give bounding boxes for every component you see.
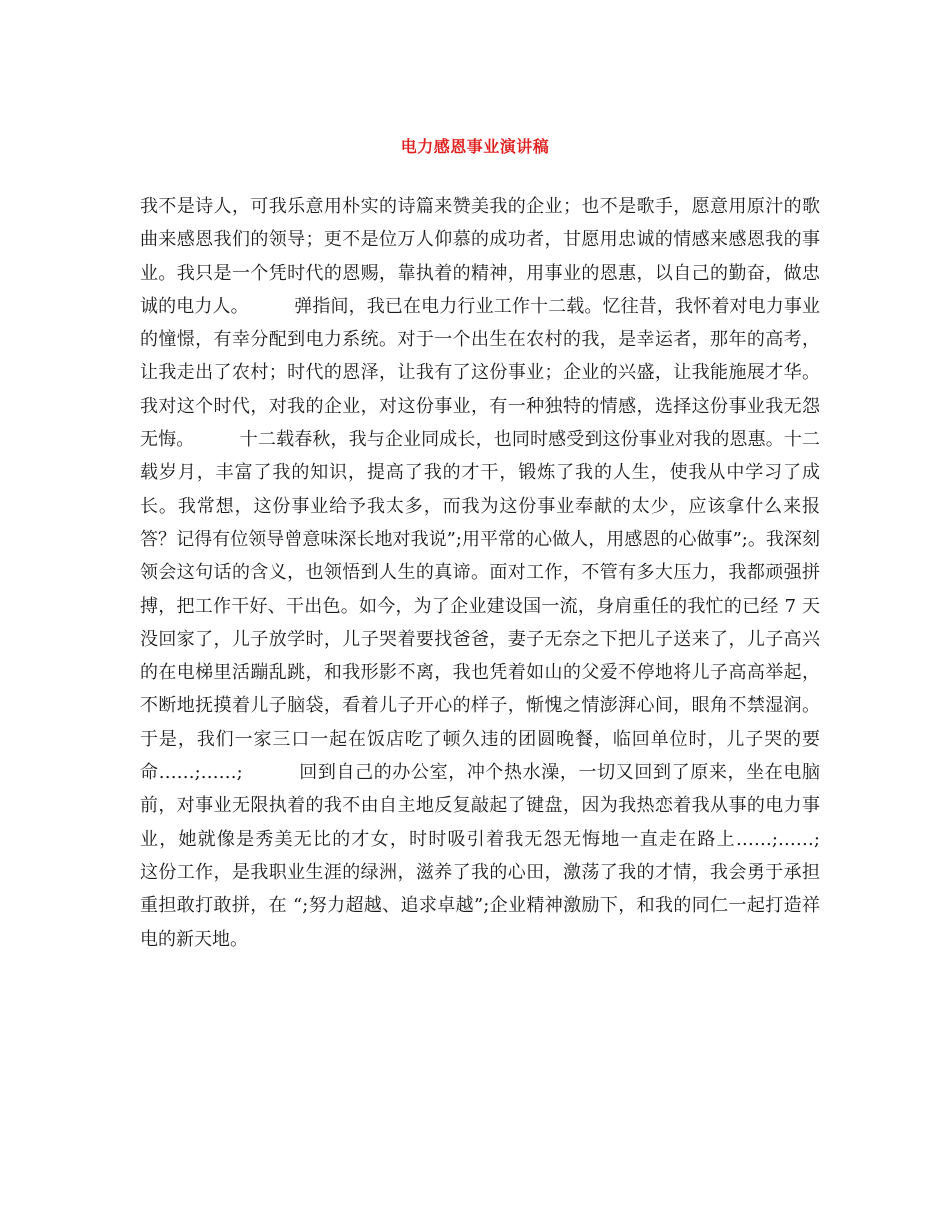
document-title: 电力感恩事业演讲稿 — [400, 136, 550, 156]
document-body: 我不是诗人，可我乐意用朴实的诗篇来赞美我的企业；也不是歌手，愿意用原汁的歌曲来感恩我们的领导；更不是位万人仰慕的成功者，甘愿用忠诚的情感来感恩我的事业。我只是一个凭时代的恩赐，靠执着的精神，用事业的恩惠，以自己的勤奋，做忠诚的电力人。 弹指间，我已在电力行业工作十二载。忆往昔，我怀着对电力事业的憧憬，有幸分配到电力系统。对于一个出生在农村的我，是幸运者，那年的高考，让我走出了农村；时代的恩泽，让我有了这份事业；企业的兴盛，让我能施展才华。我对这个时代，对我的企业，对这份事业，有一种独特的情感，选择这份事业我无怨无悔。 十二载春秋，我与企业同成长，也同时感受到这份事业对我的恩惠。十二载岁月，丰富了我的知识，提高了我的才干，锻炼了我的人生，使我从中学习了成长。我常想，这份事业给予我太多，而我为这份事业奉献的太少，应该拿什么来报答？记得有位领导曾意味深长地对我说”;用平常的心做人，用感恩的心做事”;。我深刻领会这句话的含义，也领悟到人生的真谛。面对工作，不管有多大压力，我都顽强拼搏，把工作干好、干出色。如今，为了企业建设国一流，身肩重任的我忙的已经 7 天没回家了，儿子放学时，儿子哭着要找爸爸，妻子无奈之下把儿子送来了，儿子高兴的在电梯里活蹦乱跳，和我形影不离，我也凭着如山的父爱不停地将儿子高高举起，不断地抚摸着儿子脑袋，看着儿子开心的样子，惭愧之情澎湃心间，眼角不禁湿润。于是，我们一家三口一起在饭店吃了顿久违的团圆晚餐，临回单位时，儿子哭的要命……;……; 回到自己的办公室，冲个热水澡，一切又回到了原来，坐在电脑前，对事业无限执着的我不由自主地反复敲起了键盘，因为我热恋着我从事的电力事业，她就像是秀美无比的才女，时时吸引着我无怨无悔地一直走在路上……;……; 这份工作，是我职业生涯的绿洲，滋养了我的心田，激荡了我的才情，我会勇于承担重担敢打敢拼，在 “;努力超越、追求卓越”;企业精神激励下，和我的同仁一起打造祥电的新天地。 — [140, 196, 874, 950]
